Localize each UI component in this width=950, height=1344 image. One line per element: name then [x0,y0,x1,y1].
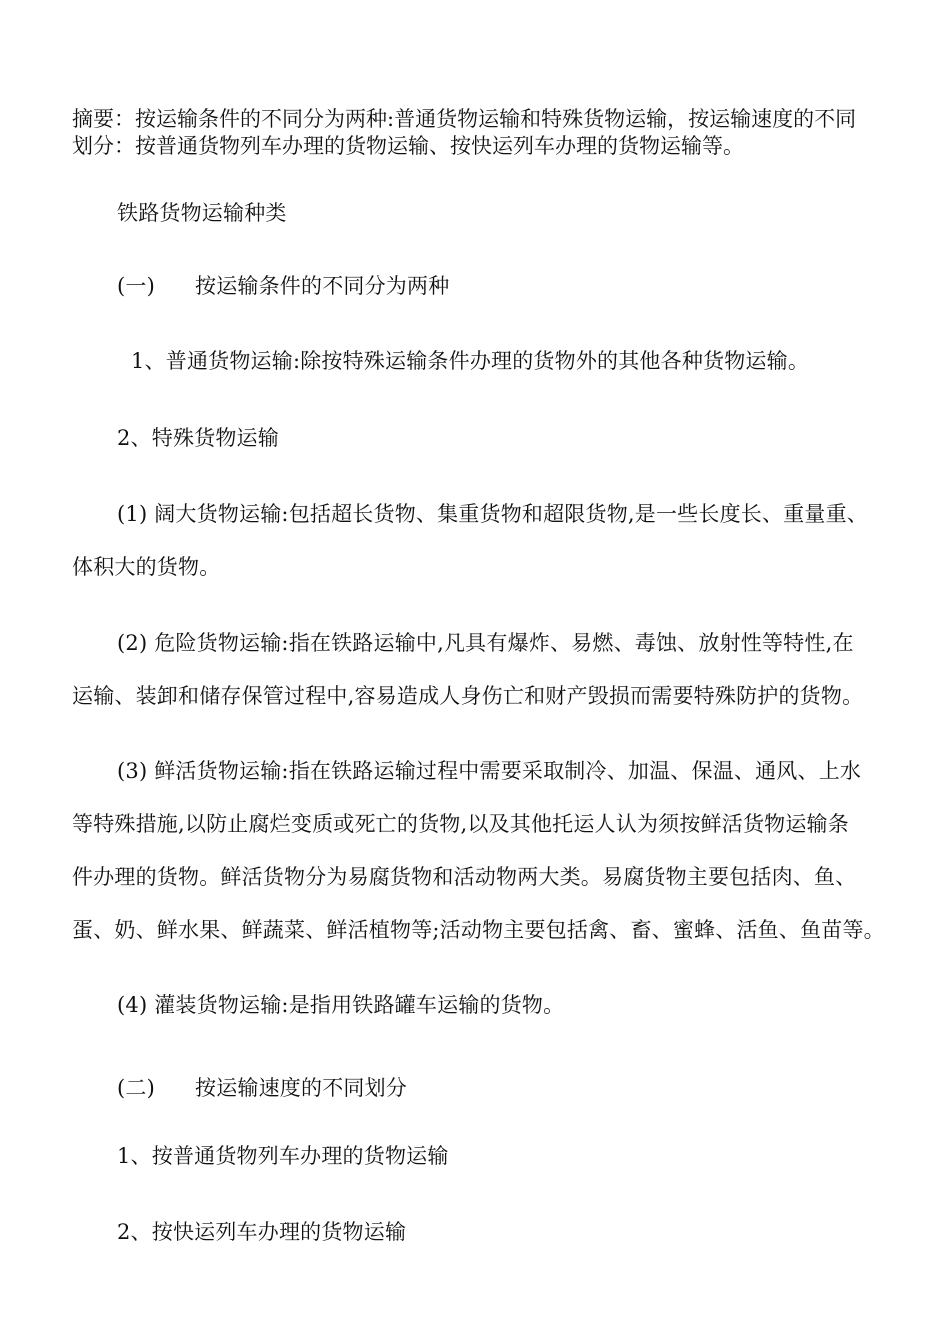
section-1-item-2: 2、特殊货物运输 [117,426,279,450]
sub-item-4: (4) 灌装货物运输:是指用铁路罐车运输的货物。 [117,993,565,1017]
section-1-heading [117,273,449,299]
sub-item-3-line-2: 等特殊措施,以防止腐烂变质或死亡的货物,以及其他托运人认为须按鲜活货物运输条 [72,812,849,836]
sub-item-3-line-1: (3) 鲜活货物运输:指在铁路运输过程中需要采取制冷、加温、保温、通风、上水 [117,759,862,783]
section-1-title: 按运输条件的不同分为两种 [195,274,450,298]
abstract-line-2: 划分：按普通货物列车办理的货物运输、按快运列车办理的货物运输等。 [72,134,744,158]
abstract-line-1: 摘要：按运输条件的不同分为两种:普通货物运输和特殊货物运输，按运输速度的不同 [72,107,857,131]
sub-item-2-line-2: 运输、装卸和储存保管过程中,容易造成人身伤亡和财产毁损而需要特殊防护的货物。 [72,684,864,708]
section-1-number: (一) [117,274,155,298]
section-2-number: (二) [117,1076,155,1100]
section-2-item-1: 1、按普通货物列车办理的货物运输 [117,1144,449,1168]
document-title: 铁路货物运输种类 [117,201,287,225]
sub-item-2-line-1: (2) 危险货物运输:指在铁路运输中,凡具有爆炸、易燃、毒蚀、放射性等特性,在 [117,631,854,655]
sub-item-1-line-1: (1) 阔大货物运输:包括超长货物、集重货物和超限货物,是一些长度长、重量重、 [117,502,868,526]
abstract-paragraph [72,106,882,160]
section-2-heading [117,1075,407,1101]
section-2-item-2: 2、按快运列车办理的货物运输 [117,1220,407,1244]
sub-item-3-line-3: 件办理的货物。鲜活货物分为易腐货物和活动物两大类。易腐货物主要包括肉、鱼、 [72,865,857,889]
section-1-item-1: 1、普通货物运输:除按特殊运输条件办理的货物外的其他各种货物运输。 [131,349,810,373]
sub-item-1-line-2: 体积大的货物。 [72,555,221,579]
section-2-title: 按运输速度的不同划分 [195,1076,407,1100]
sub-item-3-line-4: 蛋、奶、鲜水果、鲜蔬菜、鲜活植物等;活动物主要包括禽、畜、蜜蜂、活鱼、鱼苗等。 [72,918,885,942]
